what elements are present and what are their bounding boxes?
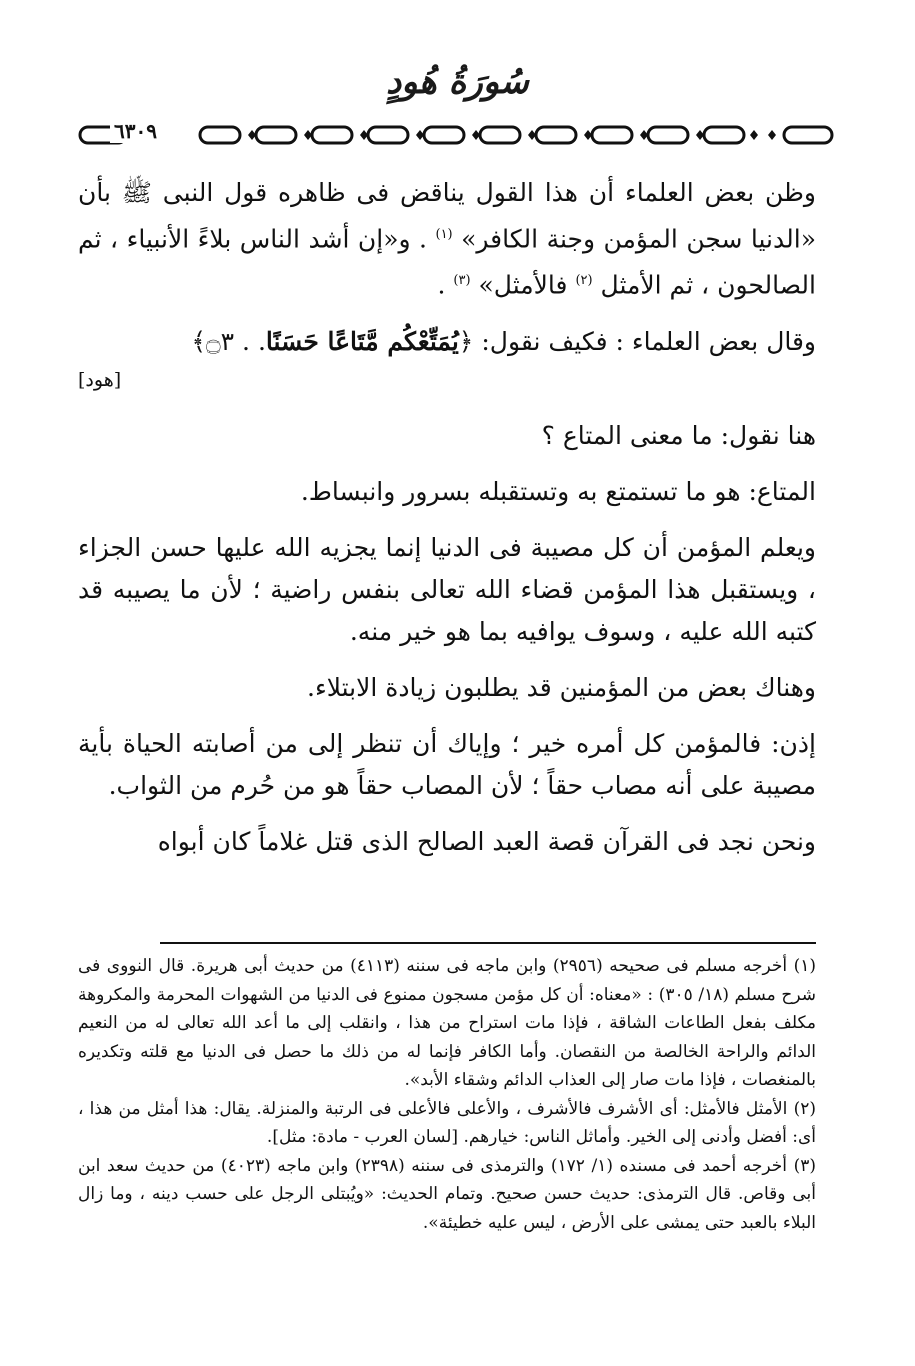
footnote-2: (٢) الأمثل فالأمثل: أى الأشرف فالأشرف ، والأعلى فالأعلى فى الرتبة والمنزلة. يقال: هذا أمثل من هذا ، أى: أفضل وأدنى إلى الخير. وأماثل الناس: خيارهم. [لسان العرب - مادة: مثل]. (78, 1098, 817, 1147)
paragraph-1-text-b: . و«إن أشد الناس بلاءً الأنبياء ، ثم الصالحون ، ثم الأمثل (78, 224, 816, 300)
page-number: ٦٣٠٩ (110, 119, 161, 143)
footnote-1: (١) أخرجه مسلم فى صحيحه (٢٩٥٦) وابن ماجه فى سننه (٤١١٣) من حديث أبى هريرة. قال النووى فى شرح مسلم (١٨/ ٣٠٥) : «معناه: أن كل مؤمن مسجون ممنوع فى الدنيا من الشهوات المحرمة والمكروهة مكلف بفعل الطاعات الشاقة ، فإذا مات استراح من هذا ، وانقلب إلى ما أعد الله تعالى له من النعيم الدائم والراحة الخالصة من النقصان. وأما الكافر فإنما له من ذلك ما حصل فى الدنيا مع قلته وتكديره بالمنغصات ، فإذا مات صار إلى العذاب الدائم وشقاء الأبد». (78, 956, 817, 1090)
paragraph-8: ونحن نجد فى القرآن قصة العبد الصالح الذى قتل غلاماً كان أبواه (157, 826, 816, 856)
paragraph-1 (78, 172, 816, 307)
footnote-divider (160, 942, 816, 944)
paragraph-6: وهناك بعض من المؤمنين قد يطلبون زيادة الابتلاء. (307, 672, 816, 702)
footnotes (78, 952, 816, 1237)
paragraph-7: إذن: فالمؤمن كل أمره خير ؛ وإياك أن تنظر إلى من أصابته الحياة بأية مصيبة على أنه مصاب حقاً ؛ لأن المصاب حقاً هو من حُرم من الثواب. (78, 728, 816, 800)
sura-reference: [هود] (78, 368, 122, 391)
footnote-ref-2: (٢) (575, 273, 593, 289)
ornament-band (78, 122, 836, 148)
footnote-ref-3: (٣) (453, 273, 471, 289)
main-text (78, 172, 816, 877)
paragraph-4: المتاع: هو ما تستمتع به وتستقبله بسرور وانبساط. (300, 476, 816, 506)
footnote-3: (٣) أخرجه أحمد فى مسنده (١/ ١٧٢) والترمذى فى سننه (٢٣٩٨) وابن ماجه (٤٠٢٣) من حديث سعد ابن أبى وقاص. قال الترمذى: حديث حسن صحيح. وتمام الحديث: «ويُبتلى الرجل على حسب دينه ، وما زال البلاء بالعبد حتى يمشى على الأرض ، ليس عليه خطيئة». (78, 1155, 816, 1233)
sura-title: سُورَةُ هُودٍ (386, 62, 529, 102)
paragraph-2 (78, 321, 816, 401)
paragraph-5: ويعلم المؤمن أن كل مصيبة فى الدنيا إنما يجزيه الله عليها حسن الجزاء ، ويستقبل هذا المؤمن قضاء الله تعالى بنفس راضية ؛ لأن ما يصيبه قد كتبه الله عليه ، وسوف يوافيه بما هو خير منه. (78, 532, 816, 646)
quran-verse: يُمَتِّعْكُم مَّتَاعًا حَسَنًا (265, 326, 459, 356)
paragraph-1-text-d: . (437, 270, 446, 300)
paragraph-2-intro: وقال بعض العلماء : فكيف نقول: ﴿ (458, 326, 816, 356)
paragraph-1-text: وظن بعض العلماء أن هذا القول يناقض فى ظاهره قول النبى ﷺ بأن «الدنيا سجن المؤمن وجنة الكافر» (78, 178, 816, 254)
footnote-ref-1: (١) (435, 227, 453, 242)
paragraph-3: هنا نقول: ما معنى المتاع ؟ (541, 420, 816, 450)
paragraph-1-text-c: فالأمثل» (478, 270, 568, 300)
verse-end-mark: . . ۝٣﴾ (191, 326, 266, 356)
